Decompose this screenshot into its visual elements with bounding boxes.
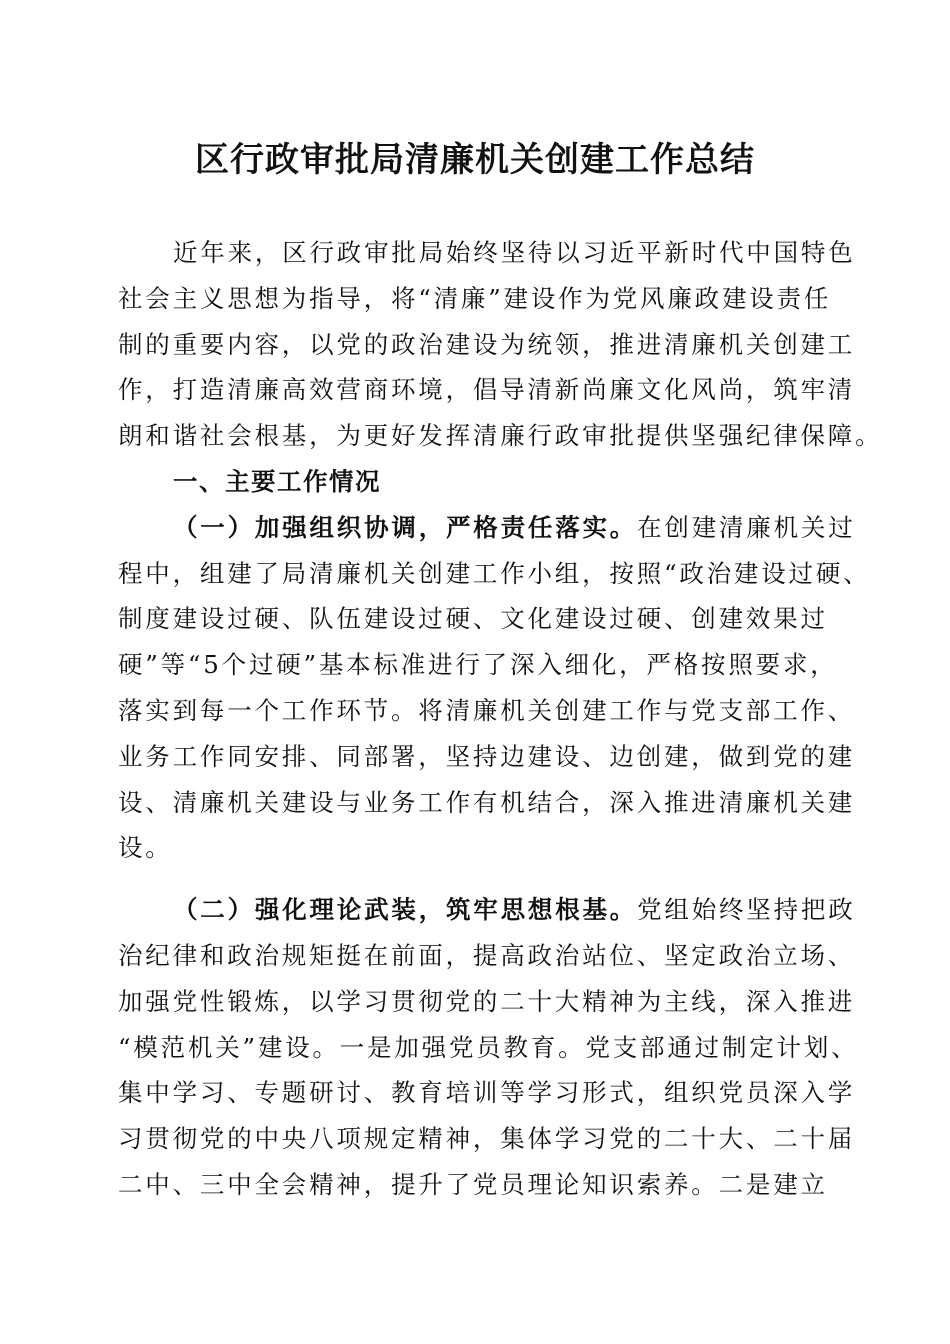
paragraph-line: “模范机关”建设。一是加强党员教育。党支部通过制定计划、: [118, 1032, 859, 1062]
intro-line: 近年来，区行政审批局始终坚待以习近平新时代中国特色: [173, 238, 856, 267]
paragraph-line: 制度建设过硬、队伍建设过硬、文化建设过硬、创建效果过: [118, 604, 828, 634]
section-heading: 一、主要工作情况: [173, 466, 381, 496]
paragraph-line: 硬”等“5个过硬”基本标准进行了深入细化，严格按照要求，: [118, 650, 838, 680]
intro-line: 作，打造清廉高效营商环境，倡导清新尚廉文化风尚，筑牢清: [118, 375, 856, 405]
paragraph-line: 程中，组建了局清廉机关创建工作小组，按照“政治建设过硬、: [118, 558, 871, 588]
subsection-lead: （一）加强组织协调，严格责任落实。: [173, 512, 638, 542]
paragraph-line: 设。: [118, 833, 173, 863]
paragraph-line: 治纪律和政治规矩挺在前面，提高政治站位、坚定政治立场、: [118, 940, 856, 970]
subsection-first-line: [118, 887, 856, 933]
subsection-text: 在创建清廉机关过: [637, 512, 856, 542]
paragraph-line: 加强党性锻炼，以学习贯彻党的二十大精神为主线，深入推进: [118, 986, 856, 1016]
subsection-text: 党组始终坚持把政: [637, 895, 856, 925]
subsection-first-line: [118, 505, 856, 551]
paragraph-line: 落实到每一个工作环节。将清廉机关创建工作与党支部工作、: [118, 695, 856, 725]
intro-line: 制的重要内容，以党的政治建设为统领，推进清廉机关创建工: [118, 329, 856, 359]
subsection-lead: （二）强化理论武装，筑牢思想根基。: [173, 895, 638, 925]
document-body: [118, 230, 883, 1208]
paragraph-line: 集中学习、专题研讨、教育培训等学习形式，组织党员深入学: [118, 1078, 856, 1108]
intro-line: 朗和谐社会根基，为更好发挥清廉行政审批提供坚强纪律保障。: [118, 421, 883, 451]
paragraph-line: 习贯彻党的中央八项规定精神，集体学习党的二十大、二十届: [118, 1124, 856, 1154]
paragraph-line: 设、清廉机关建设与业务工作有机结合，深入推进清廉机关建: [118, 787, 856, 817]
paragraph-line: 业务工作同安排、同部署，坚持边建设、边创建，做到党的建: [118, 741, 856, 771]
intro-line: 社会主义思想为指导，将“清廉”建设作为党风廉政建设责任: [118, 283, 832, 313]
paragraph-gap: [118, 871, 833, 887]
document-title: 区行政审批局清廉机关创建工作总结: [195, 140, 755, 180]
paragraph-line: 二中、三中全会精神，提升了党员理论知识索养。二是建立: [118, 1169, 828, 1199]
